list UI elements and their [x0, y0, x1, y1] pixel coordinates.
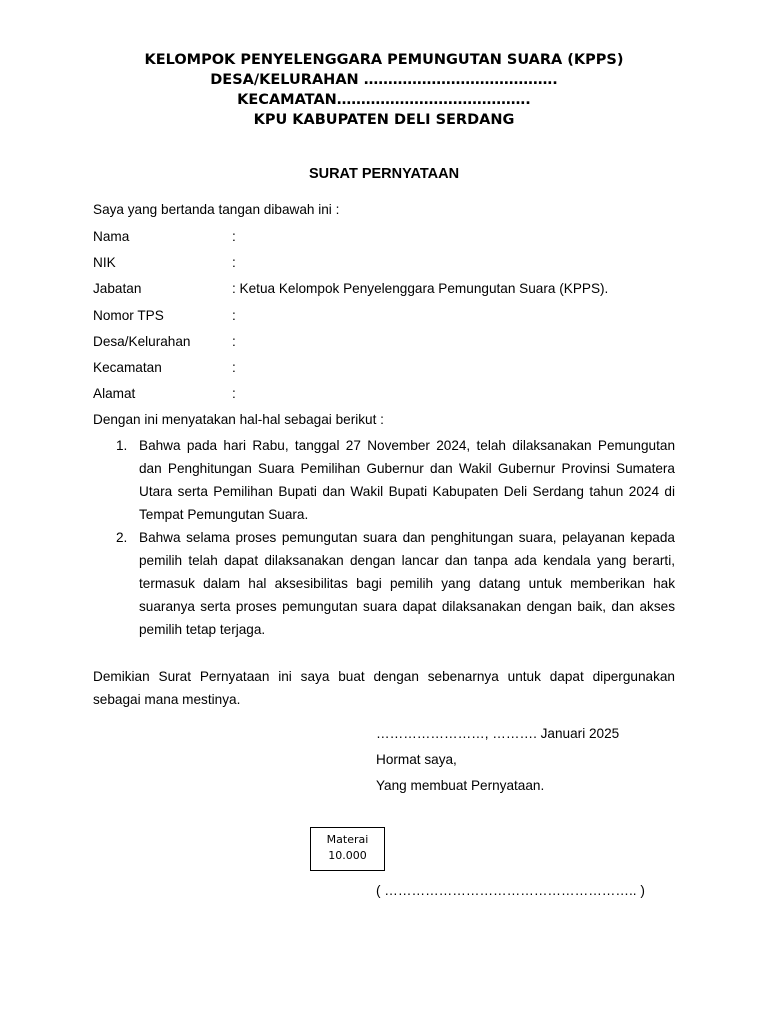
field-row-kecamatan	[93, 355, 693, 381]
letterhead-line-desa: DESA/KELURAHAN ………………………………….	[210, 72, 558, 88]
field-value: :	[232, 333, 236, 349]
intro-paragraph: Saya yang bertanda tangan dibawah ini :	[93, 202, 340, 217]
field-row-nik	[93, 250, 693, 276]
list-item-text: Bahwa selama proses pemungutan suara dan penghitungan suara, pelayanan kepada pemilih telah dapat dilaksanakan dengan lancar dan tanpa ada kendala yang berarti, termasuk dalam hal aksesibilitas bagi pemilih yang datang untuk memberikan hak suaranya serta proses pemungutan suara dapat dilaksanakan dengan baik, dan akses pemilih tetap terjaga.	[139, 530, 675, 637]
field-value: :	[232, 255, 236, 271]
letterhead-line-kpu: KPU KABUPATEN DELI SERDANG	[253, 112, 515, 128]
field-label: Nomor TPS	[93, 307, 164, 323]
letterhead	[0, 50, 768, 130]
closing-paragraph: Demikian Surat Pernyataan ini saya buat dengan sebenarnya untuk dapat dipergunakan sebagai mana mestinya.	[93, 669, 675, 707]
field-value: :	[232, 229, 236, 244]
signature-greeting: Hormat saya,	[376, 752, 457, 767]
letterhead-line-kecamatan: KECAMATAN………………………………….	[237, 92, 531, 108]
field-value: :	[232, 307, 236, 323]
field-label: Kecamatan	[93, 359, 162, 375]
field-label: Jabatan	[93, 281, 142, 297]
stamp-value: 10.000	[328, 849, 367, 862]
signature-date: ……………………, ………. Januari 2025	[376, 726, 620, 741]
list-item	[93, 434, 675, 526]
signature-block	[376, 721, 619, 799]
stamp-placeholder	[310, 827, 385, 871]
list-item-text: Bahwa pada hari Rabu, tanggal 27 November 2024, telah dilaksanakan Pemungutan dan Penghitungan Suara Pemilihan Gubernur dan Wakil Gubernur Provinsi Sumatera Utara serta Pemilihan Bupati dan Wakil Bupati Kabupaten Deli Serdang tahun 2024 di Tempat Pemungutan Suara.	[139, 438, 675, 522]
letterhead-line-kpps: KELOMPOK PENYELENGGARA PEMUNGUTAN SUARA (KPPS)	[144, 52, 624, 68]
field-label: Nama	[93, 229, 130, 244]
field-row-nama	[93, 224, 693, 250]
identity-fields	[93, 224, 693, 407]
field-row-jabatan	[93, 276, 693, 302]
list-item-number: 1.	[116, 438, 128, 453]
document-title: SURAT PERNYATAAN	[308, 166, 460, 182]
field-row-nomor-tps	[93, 303, 693, 329]
field-value: :	[232, 386, 236, 402]
field-row-desa-kelurahan	[93, 329, 693, 355]
field-label: Alamat	[93, 386, 136, 402]
field-label: NIK	[93, 255, 116, 271]
statement-intro: Dengan ini menyatakan hal-hal sebagai berikut :	[93, 412, 384, 427]
list-item-number: 2.	[116, 530, 128, 545]
field-value: :	[232, 359, 236, 375]
signature-role: Yang membuat Pernyataan.	[376, 778, 545, 793]
statement-list	[93, 434, 675, 641]
list-item	[93, 526, 675, 641]
field-value: : Ketua Kelompok Penyelenggara Pemungutan Suara (KPPS).	[232, 281, 609, 297]
field-label: Desa/Kelurahan	[93, 333, 191, 349]
signature-name-line: ( ……………………………………………….. )	[376, 883, 645, 898]
stamp-label: Materai	[326, 833, 369, 846]
field-row-alamat	[93, 381, 693, 407]
